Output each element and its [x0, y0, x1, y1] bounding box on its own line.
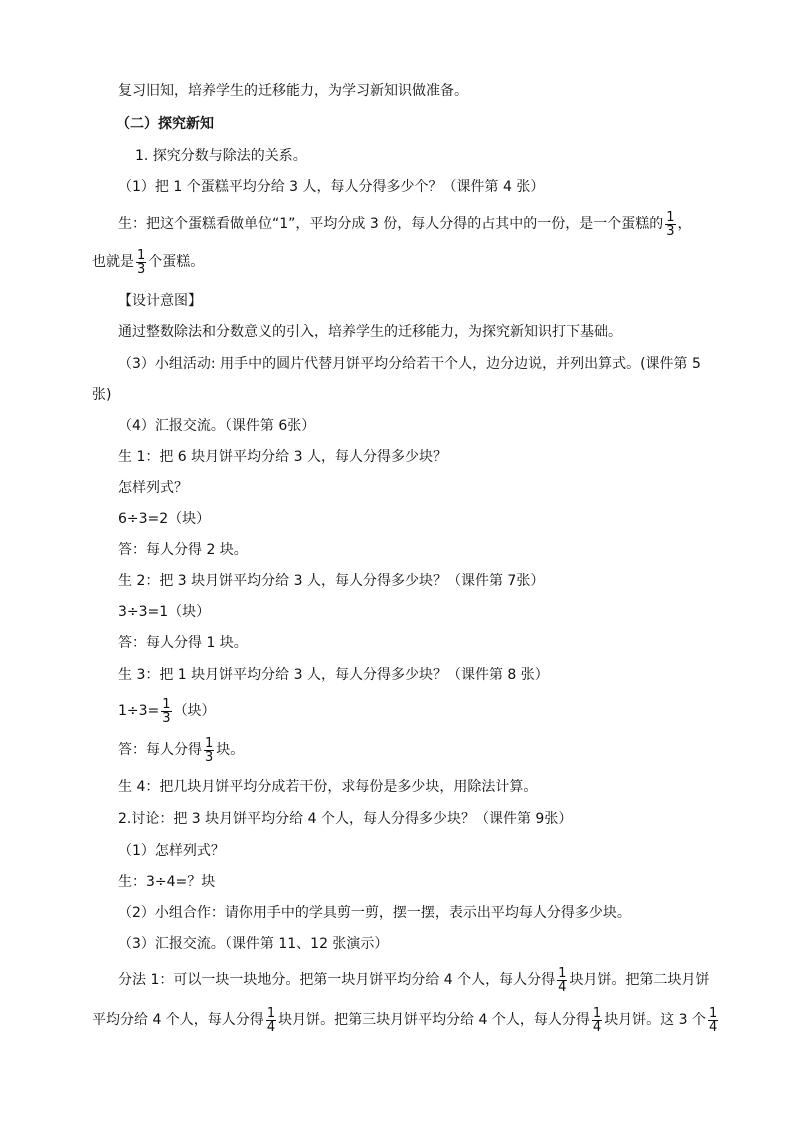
- denominator: 3: [205, 749, 214, 765]
- text: 1÷3=: [118, 703, 160, 719]
- design-intent-text: [118, 323, 622, 341]
- denominator: 4: [558, 979, 567, 995]
- text: 6÷3=2（块）: [118, 511, 211, 527]
- item-explore-relation: [135, 147, 307, 165]
- numerator: 1: [205, 735, 214, 751]
- student3-question: [118, 666, 549, 684]
- text: （3）小组活动: 用手中的圆片代替月饼平均分给若干个人，边分边说，并列出算式。(课件第 5: [118, 356, 701, 372]
- text: （3）汇报交流。（课件第 11、12 张演示）: [118, 936, 389, 952]
- method1-line2: [92, 1005, 720, 1035]
- answer-1: [118, 634, 248, 652]
- report-exchange-2: [118, 935, 388, 953]
- denominator: 3: [137, 261, 146, 277]
- text: 块。: [216, 742, 245, 758]
- text: ，: [677, 216, 692, 232]
- numerator: 1: [558, 965, 567, 981]
- student1-question: [118, 448, 447, 466]
- text: 复习旧知，培养学生的迁移能力，为学习新知识做准备。: [118, 83, 468, 99]
- equation-3-div-4: [118, 873, 215, 891]
- numerator: 1: [266, 1005, 276, 1021]
- answer-cake-line1: [118, 209, 692, 239]
- denominator: 4: [709, 1019, 718, 1035]
- text: （4）汇报交流。（课件第 6张）: [118, 418, 316, 434]
- text: （1）怎样列式？: [118, 843, 225, 859]
- denominator: 3: [666, 223, 675, 239]
- design-intent-heading: [118, 292, 202, 310]
- fraction-one-quarter: [708, 1007, 718, 1034]
- equation-1-div-3: [118, 696, 216, 726]
- method1-line1: [118, 965, 709, 995]
- heading-text: （二）探究新知: [116, 116, 214, 132]
- text: 张): [92, 387, 112, 403]
- text: 答：每人分得 1 块。: [118, 635, 248, 651]
- text: （1）把 1 个蛋糕平均分给 3 人，每人分得多少个？（课件第 4 张）: [118, 179, 545, 195]
- denominator: 3: [162, 710, 171, 726]
- equation-3-div-3: [118, 603, 210, 621]
- text: 生：把这个蛋糕看做单位“1”，平均分成 3 份，每人分得的占其中的一份，是一个蛋糕的: [118, 216, 664, 232]
- group-cooperation: [118, 904, 631, 922]
- answer-cake-line2: [92, 247, 204, 277]
- text: 3÷3=1（块）: [118, 604, 211, 620]
- text: 【设计意图】: [118, 293, 202, 309]
- text: 生：3÷4=？块: [118, 874, 216, 890]
- text: 也就是: [92, 254, 134, 270]
- discussion-question: [118, 810, 572, 828]
- report-exchange: [118, 417, 315, 435]
- text: 怎样列式？: [118, 480, 188, 496]
- section-heading-explore: [116, 115, 214, 133]
- fraction-one-third: [161, 698, 171, 725]
- fraction-one-third: [136, 249, 146, 276]
- group-activity-line2: [92, 386, 111, 404]
- text: 块月饼。把第三块月饼平均分给 4 个人，每人分得: [278, 1012, 590, 1028]
- fraction-one-third: [665, 211, 675, 238]
- fraction-one-quarter: [557, 967, 567, 994]
- fraction-one-third: [204, 737, 214, 764]
- text: 生 2：把 3 块月饼平均分给 3 人，每人分得多少块？（课件第 7张）: [118, 573, 545, 589]
- numerator: 1: [162, 696, 171, 712]
- paragraph-review: [118, 82, 468, 100]
- text: 生 3：把 1 块月饼平均分给 3 人，每人分得多少块？（课件第 8 张）: [118, 667, 549, 683]
- text: （块）: [173, 703, 216, 719]
- text: 生 4：把几块月饼平均分成若干份，求每份是多少块，用除法计算。: [118, 779, 538, 795]
- numerator: 1: [137, 247, 146, 263]
- answer-one-third: [118, 735, 244, 765]
- denominator: 4: [592, 1019, 602, 1035]
- denominator: 4: [266, 1019, 276, 1035]
- text: 答：每人分得: [118, 742, 202, 758]
- text: 个蛋糕。: [148, 254, 205, 270]
- student4-summary: [118, 778, 537, 796]
- how-to-write: [118, 479, 188, 497]
- student2-question: [118, 572, 544, 590]
- text: 块月饼。这 3 个: [604, 1012, 706, 1028]
- text: 1. 探究分数与除法的关系。: [135, 148, 307, 164]
- group-activity-line1: [118, 355, 701, 373]
- equation-6-div-3: [118, 510, 210, 528]
- fraction-one-quarter: [266, 1007, 276, 1034]
- text: 平均分给 4 个人，每人分得: [92, 1012, 264, 1028]
- numerator: 1: [666, 209, 675, 225]
- text: 通过整数除法和分数意义的引入，培养学生的迁移能力，为探究新知识打下基础。: [118, 324, 622, 340]
- text: 块月饼。把第二块月饼: [569, 972, 710, 988]
- answer-2: [118, 541, 248, 559]
- text: （2）小组合作：请你用手中的学具剪一剪，摆一摆，表示出平均每人分得多少块。: [118, 905, 631, 921]
- text: 2.讨论：把 3 块月饼平均分给 4 个人，每人分得多少块？（课件第 9张）: [118, 811, 573, 827]
- numerator: 1: [709, 1005, 718, 1021]
- how-to-write-2: [118, 842, 225, 860]
- fraction-one-quarter: [592, 1007, 602, 1034]
- text: 答：每人分得 2 块。: [118, 542, 248, 558]
- text: 生 1：把 6 块月饼平均分给 3 人，每人分得多少块？: [118, 449, 447, 465]
- text: 分法 1：可以一块一块地分。把第一块月饼平均分给 4 个人，每人分得: [118, 972, 556, 988]
- question-cake: [118, 178, 544, 196]
- numerator: 1: [592, 1005, 602, 1021]
